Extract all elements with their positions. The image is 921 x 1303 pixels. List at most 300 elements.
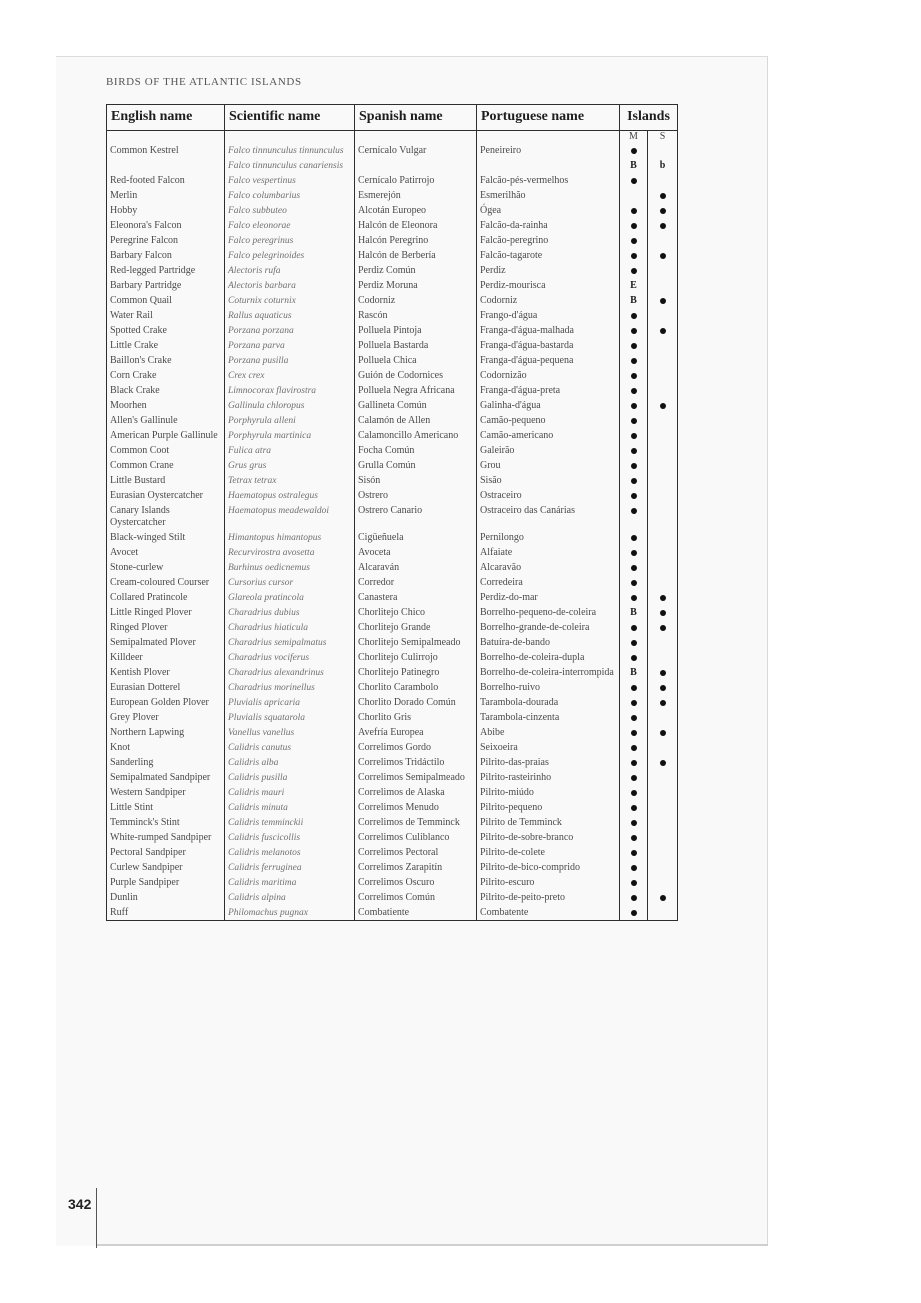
spanish-name-cell: Codorniz [355, 293, 477, 308]
island-s-cell [648, 308, 678, 323]
spanish-name-cell: Chorlitejo Grande [355, 620, 477, 635]
island-m-cell [620, 368, 648, 383]
english-name-cell: Eleonora's Falcon [110, 220, 182, 231]
presence-dot-icon [631, 775, 637, 781]
spanish-name-cell: Correlimos Menudo [355, 800, 477, 815]
presence-dot-icon [660, 685, 666, 691]
english-name-cell: Baillon's Crake [110, 355, 172, 366]
scientific-name-cell: Falco tinnunculus canariensis [225, 158, 355, 173]
presence-dot-icon [631, 358, 637, 364]
island-m-cell [620, 473, 648, 488]
spanish-name-cell: Combatiente [355, 905, 477, 921]
portuguese-name-cell: Pilrito de Temminck [477, 815, 620, 830]
presence-dot-icon [631, 148, 637, 154]
island-m-cell [620, 308, 648, 323]
portuguese-name-cell: Borrelho-de-coleira-interrompida [477, 665, 620, 680]
table-row [107, 308, 678, 323]
scientific-name-cell: Limnocorax flavirostra [225, 383, 355, 398]
island-s-cell [648, 428, 678, 443]
scientific-name-cell: Tetrax tetrax [225, 473, 355, 488]
island-m-cell [620, 590, 648, 605]
spanish-name-cell: Perdiz Moruna [355, 278, 477, 293]
presence-dot-icon [660, 403, 666, 409]
island-s-cell [648, 680, 678, 695]
presence-dot-icon [660, 595, 666, 601]
island-s-cell [648, 233, 678, 248]
portuguese-name-cell: Peneireiro [477, 143, 620, 158]
folio-rule [96, 1188, 97, 1248]
island-m-cell [620, 398, 648, 413]
presence-dot-icon [631, 478, 637, 484]
portuguese-name-cell: Abibe [477, 725, 620, 740]
portuguese-name-cell: Ostraceiro das Canárias [477, 503, 620, 530]
presence-dot-icon [631, 178, 637, 184]
scientific-name-cell: Glareola pratincola [225, 590, 355, 605]
spanish-name-cell: Polluela Pintoja [355, 323, 477, 338]
presence-dot-icon [631, 835, 637, 841]
presence-dot-icon [660, 700, 666, 706]
spanish-name-cell: Rascón [355, 308, 477, 323]
spanish-name-cell: Halcón de Eleonora [355, 218, 477, 233]
island-m-cell: B [620, 293, 648, 308]
english-name-cell: Pectoral Sandpiper [110, 847, 186, 858]
presence-dot-icon [631, 535, 637, 541]
presence-dot-icon [631, 328, 637, 334]
island-s-cell [648, 830, 678, 845]
presence-dot-icon [660, 730, 666, 736]
scientific-name-cell: Calidris fuscicollis [225, 830, 355, 845]
presence-dot-icon [631, 880, 637, 886]
english-name-cell: White-rumped Sandpiper [110, 832, 212, 843]
table-row [107, 560, 678, 575]
portuguese-name-cell: Ostraceiro [477, 488, 620, 503]
table-row [107, 278, 678, 293]
island-s-cell [648, 383, 678, 398]
island-m-cell [620, 413, 648, 428]
portuguese-name-cell: Pilrito-das-praias [477, 755, 620, 770]
scientific-name-cell: Calidris ferruginea [225, 860, 355, 875]
english-name-cell: Curlew Sandpiper [110, 862, 183, 873]
table-row [107, 890, 678, 905]
spanish-name-cell: Gallineta Común [355, 398, 477, 413]
english-name-cell: Merlin [110, 190, 138, 201]
scientific-name-cell: Alectoris rufa [225, 263, 355, 278]
scientific-name-cell: Cursorius cursor [225, 575, 355, 590]
presence-dot-icon [631, 655, 637, 661]
scientific-name-cell: Vanellus vanellus [225, 725, 355, 740]
island-m-cell [620, 458, 648, 473]
island-m-cell [620, 383, 648, 398]
portuguese-name-cell: Pilrito-de-colete [477, 845, 620, 860]
scientific-name-cell: Pluvialis apricaria [225, 695, 355, 710]
island-s-cell [648, 368, 678, 383]
island-s-cell: b [648, 158, 678, 173]
presence-dot-icon [660, 760, 666, 766]
presence-dot-icon [631, 373, 637, 379]
table-row [107, 353, 678, 368]
scientific-name-cell: Charadrius hiaticula [225, 620, 355, 635]
portuguese-name-cell: Borrelho-de-coleira-dupla [477, 650, 620, 665]
island-m-cell [620, 323, 648, 338]
table-row [107, 173, 678, 188]
table-row [107, 398, 678, 413]
english-name-cell: Northern Lapwing [110, 727, 185, 738]
header-scientific-name: Scientific name [225, 105, 355, 131]
scientific-name-cell: Calidris mauri [225, 785, 355, 800]
island-s-cell [648, 278, 678, 293]
presence-dot-icon [631, 895, 637, 901]
presence-dot-icon [631, 760, 637, 766]
table-row [107, 575, 678, 590]
scientific-name-cell: Fulica atra [225, 443, 355, 458]
presence-dot-icon [631, 640, 637, 646]
island-s-cell [648, 890, 678, 905]
portuguese-name-cell: Alcaravão [477, 560, 620, 575]
table-row [107, 620, 678, 635]
presence-dot-icon [631, 580, 637, 586]
island-m-cell [620, 905, 648, 921]
bottom-edge-rule [96, 1244, 768, 1246]
table-row [107, 830, 678, 845]
scientific-name-cell: Falco tinnunculus tinnunculus [225, 143, 355, 158]
island-m-cell [620, 338, 648, 353]
table-row [107, 845, 678, 860]
table-row [107, 323, 678, 338]
island-m-cell [620, 875, 648, 890]
portuguese-name-cell: Perdiz-mourisca [477, 278, 620, 293]
island-m-cell [620, 890, 648, 905]
spanish-name-cell: Sisón [355, 473, 477, 488]
spanish-name-cell: Correlimos Tridáctilo [355, 755, 477, 770]
island-subheader-row [107, 131, 678, 144]
scientific-name-cell: Calidris temminckii [225, 815, 355, 830]
presence-dot-icon [631, 343, 637, 349]
table-row [107, 740, 678, 755]
island-m-cell [620, 188, 648, 203]
portuguese-name-cell: Franga-d'água-malhada [477, 323, 620, 338]
spanish-name-cell: Cernícalo Patirrojo [355, 173, 477, 188]
island-s-cell [648, 575, 678, 590]
table-row [107, 650, 678, 665]
island-s-cell [648, 665, 678, 680]
scientific-name-cell: Falco subbuteo [225, 203, 355, 218]
scientific-name-cell: Recurvirostra avosetta [225, 545, 355, 560]
portuguese-name-cell: Pilrito-rasteirinho [477, 770, 620, 785]
scientific-name-cell: Haematopus ostralegus [225, 488, 355, 503]
scientific-name-cell: Falco columbarius [225, 188, 355, 203]
portuguese-name-cell: Galinha-d'água [477, 398, 620, 413]
island-s-cell [648, 635, 678, 650]
island-s-cell [648, 590, 678, 605]
running-head: BIRDS OF THE ATLANTIC ISLANDS [106, 76, 302, 88]
scientific-name-cell: Burhinus oedicnemus [225, 560, 355, 575]
island-m-cell [620, 725, 648, 740]
portuguese-name-cell: Tarambola-cinzenta [477, 710, 620, 725]
island-s-cell [648, 218, 678, 233]
table-row [107, 143, 678, 158]
english-name-cell: Cream-coloured Courser [110, 577, 210, 588]
island-s-cell [648, 800, 678, 815]
presence-dot-icon [631, 700, 637, 706]
table-row [107, 233, 678, 248]
english-name-cell: Canary Islands Oystercatcher [110, 505, 170, 528]
scientific-name-cell: Porzana porzana [225, 323, 355, 338]
portuguese-name-cell: Alfaiate [477, 545, 620, 560]
island-m-cell [620, 353, 648, 368]
spanish-name-cell: Calamón de Allen [355, 413, 477, 428]
english-name-cell: Eurasian Oystercatcher [110, 490, 204, 501]
scientific-name-cell: Porzana parva [225, 338, 355, 353]
island-m-cell [620, 530, 648, 545]
table-row [107, 665, 678, 680]
island-s-cell [648, 323, 678, 338]
scientific-name-cell: Calidris canutus [225, 740, 355, 755]
portuguese-name-cell: Franga-d'água-preta [477, 383, 620, 398]
spanish-name-cell: Avefría Europea [355, 725, 477, 740]
presence-dot-icon [631, 493, 637, 499]
island-col-m: M [620, 131, 648, 144]
presence-dot-icon [631, 595, 637, 601]
portuguese-name-cell: Pilrito-de-bico-comprido [477, 860, 620, 875]
portuguese-name-cell: Pilrito-escuro [477, 875, 620, 890]
table-row [107, 503, 678, 530]
english-name-cell: Purple Sandpiper [110, 877, 180, 888]
birds-table [106, 104, 678, 921]
island-s-cell [648, 860, 678, 875]
portuguese-name-cell: Falcão-tagarote [477, 248, 620, 263]
english-name-cell: Avocet [110, 547, 139, 558]
spanish-name-cell: Alcaraván [355, 560, 477, 575]
portuguese-name-cell [477, 158, 620, 173]
spanish-name-cell: Esmerejón [355, 188, 477, 203]
island-s-cell [648, 203, 678, 218]
table-body [107, 131, 678, 921]
portuguese-name-cell: Esmerilhão [477, 188, 620, 203]
scientific-name-cell: Calidris alpina [225, 890, 355, 905]
english-name-cell: European Golden Plover [110, 697, 209, 708]
island-s-cell [648, 785, 678, 800]
presence-dot-icon [631, 850, 637, 856]
presence-dot-icon [660, 895, 666, 901]
island-s-cell [648, 695, 678, 710]
portuguese-name-cell: Codorniz [477, 293, 620, 308]
island-s-cell [648, 875, 678, 890]
presence-dot-icon [631, 208, 637, 214]
scientific-name-cell: Calidris alba [225, 755, 355, 770]
island-s-cell [648, 338, 678, 353]
spanish-name-cell: Chorlitejo Patinegro [355, 665, 477, 680]
portuguese-name-cell: Frango-d'água [477, 308, 620, 323]
scientific-name-cell: Calidris melanotos [225, 845, 355, 860]
scientific-name-cell: Falco eleonorae [225, 218, 355, 233]
table-row [107, 248, 678, 263]
island-m-cell [620, 143, 648, 158]
island-s-cell [648, 503, 678, 530]
presence-dot-icon [631, 730, 637, 736]
english-name-cell: Red-footed Falcon [110, 175, 185, 186]
island-m-cell [620, 488, 648, 503]
birds-table-container [106, 104, 677, 1182]
island-m-cell [620, 680, 648, 695]
presence-dot-icon [660, 223, 666, 229]
english-name-cell: Ringed Plover [110, 622, 168, 633]
table-row [107, 755, 678, 770]
island-m-cell: B [620, 605, 648, 620]
portuguese-name-cell: Camão-pequeno [477, 413, 620, 428]
spanish-name-cell: Ostrero [355, 488, 477, 503]
table-row [107, 443, 678, 458]
table-row [107, 635, 678, 650]
presence-dot-icon [631, 625, 637, 631]
scientific-name-cell: Falco vespertinus [225, 173, 355, 188]
island-m-cell [620, 860, 648, 875]
table-row [107, 458, 678, 473]
presence-dot-icon [631, 388, 637, 394]
presence-dot-icon [660, 208, 666, 214]
scientific-name-cell: Coturnix coturnix [225, 293, 355, 308]
portuguese-name-cell: Codornizão [477, 368, 620, 383]
header-spanish-name: Spanish name [355, 105, 477, 131]
spanish-name-cell: Perdiz Común [355, 263, 477, 278]
scientific-name-cell: Charadrius vociferus [225, 650, 355, 665]
table-row [107, 293, 678, 308]
spanish-name-cell: Chorlito Carambolo [355, 680, 477, 695]
header-english-name: English name [107, 105, 225, 131]
presence-dot-icon [631, 268, 637, 274]
top-edge-rule [56, 56, 768, 57]
island-s-cell [648, 248, 678, 263]
english-name-cell: Allen's Gallinule [110, 415, 178, 426]
presence-dot-icon [631, 508, 637, 514]
portuguese-name-cell: Borrelho-grande-de-coleira [477, 620, 620, 635]
island-m-cell [620, 695, 648, 710]
table-row [107, 860, 678, 875]
scientific-name-cell: Calidris pusilla [225, 770, 355, 785]
spanish-name-cell: Cernícalo Vulgar [355, 143, 477, 158]
presence-dot-icon [660, 670, 666, 676]
english-name-cell: Stone-curlew [110, 562, 164, 573]
portuguese-name-cell: Sisão [477, 473, 620, 488]
island-m-cell [620, 800, 648, 815]
presence-dot-icon [631, 313, 637, 319]
presence-dot-icon [631, 448, 637, 454]
island-s-cell [648, 650, 678, 665]
english-name-cell: American Purple Gallinule [110, 430, 218, 441]
table-row [107, 188, 678, 203]
island-m-cell [620, 845, 648, 860]
island-m-cell [620, 248, 648, 263]
header-portuguese-name: Portuguese name [477, 105, 620, 131]
english-name-cell: Little Bustard [110, 475, 166, 486]
presence-dot-icon [660, 625, 666, 631]
presence-dot-icon [631, 805, 637, 811]
island-m-cell [620, 428, 648, 443]
spanish-name-cell: Focha Común [355, 443, 477, 458]
english-name-cell: Moorhen [110, 400, 147, 411]
island-s-cell [648, 293, 678, 308]
presence-dot-icon [631, 565, 637, 571]
table-row [107, 338, 678, 353]
island-m-cell [620, 815, 648, 830]
island-m-cell [620, 785, 648, 800]
presence-dot-icon [631, 238, 637, 244]
scientific-name-cell: Alectoris barbara [225, 278, 355, 293]
spanish-name-cell: Ostrero Canario [355, 503, 477, 530]
scientific-name-cell: Calidris minuta [225, 800, 355, 815]
english-name-cell: Black Crake [110, 385, 160, 396]
portuguese-name-cell: Camão-americano [477, 428, 620, 443]
spanish-name-cell: Correlimos Oscuro [355, 875, 477, 890]
table-row [107, 473, 678, 488]
table-row [107, 158, 678, 173]
island-s-cell [648, 443, 678, 458]
spanish-name-cell: Cigüeñuela [355, 530, 477, 545]
island-s-cell [648, 725, 678, 740]
spanish-name-cell: Guión de Codornices [355, 368, 477, 383]
scientific-name-cell: Charadrius alexandrinus [225, 665, 355, 680]
table-row [107, 203, 678, 218]
spanish-name-cell: Grulla Común [355, 458, 477, 473]
table-row [107, 800, 678, 815]
english-name-cell: Barbary Falcon [110, 250, 172, 261]
spanish-name-cell: Alcotán Europeo [355, 203, 477, 218]
scientific-name-cell: Porzana pusilla [225, 353, 355, 368]
scientific-name-cell: Haematopus meadewaldoi [225, 503, 355, 530]
island-m-cell [620, 620, 648, 635]
island-s-cell [648, 188, 678, 203]
portuguese-name-cell: Pilrito-miúdo [477, 785, 620, 800]
island-m-cell [620, 218, 648, 233]
english-name-cell: Western Sandpiper [110, 787, 186, 798]
presence-dot-icon [631, 865, 637, 871]
island-m-cell [620, 173, 648, 188]
table-row [107, 710, 678, 725]
spanish-name-cell: Correlimos Zarapitín [355, 860, 477, 875]
english-name-cell [107, 158, 225, 173]
portuguese-name-cell: Pernilongo [477, 530, 620, 545]
presence-dot-icon [631, 403, 637, 409]
island-s-cell [648, 560, 678, 575]
table-row [107, 695, 678, 710]
portuguese-name-cell: Perdiz-do-mar [477, 590, 620, 605]
spanish-name-cell: Chorlitejo Culirrojo [355, 650, 477, 665]
table-row [107, 545, 678, 560]
island-m-cell [620, 560, 648, 575]
presence-dot-icon [631, 685, 637, 691]
table-row [107, 680, 678, 695]
island-s-cell [648, 605, 678, 620]
spanish-name-cell [355, 158, 477, 173]
english-name-cell: Peregrine Falcon [110, 235, 179, 246]
spanish-name-cell: Halcón Peregrino [355, 233, 477, 248]
island-m-cell [620, 755, 648, 770]
presence-dot-icon [631, 463, 637, 469]
table-row [107, 605, 678, 620]
page-number: 342 [68, 1196, 92, 1212]
scientific-name-cell: Charadrius morinellus [225, 680, 355, 695]
island-m-cell [620, 710, 648, 725]
island-m-cell [620, 635, 648, 650]
scientific-name-cell: Charadrius dubius [225, 605, 355, 620]
spanish-name-cell: Chorlito Dorado Común [355, 695, 477, 710]
english-name-cell: Little Ringed Plover [110, 607, 192, 618]
english-name-cell: Knot [110, 742, 130, 753]
portuguese-name-cell: Galeirão [477, 443, 620, 458]
island-m-cell [620, 503, 648, 530]
table-row [107, 428, 678, 443]
table-row [107, 530, 678, 545]
english-name-cell: Common Coot [110, 445, 170, 456]
